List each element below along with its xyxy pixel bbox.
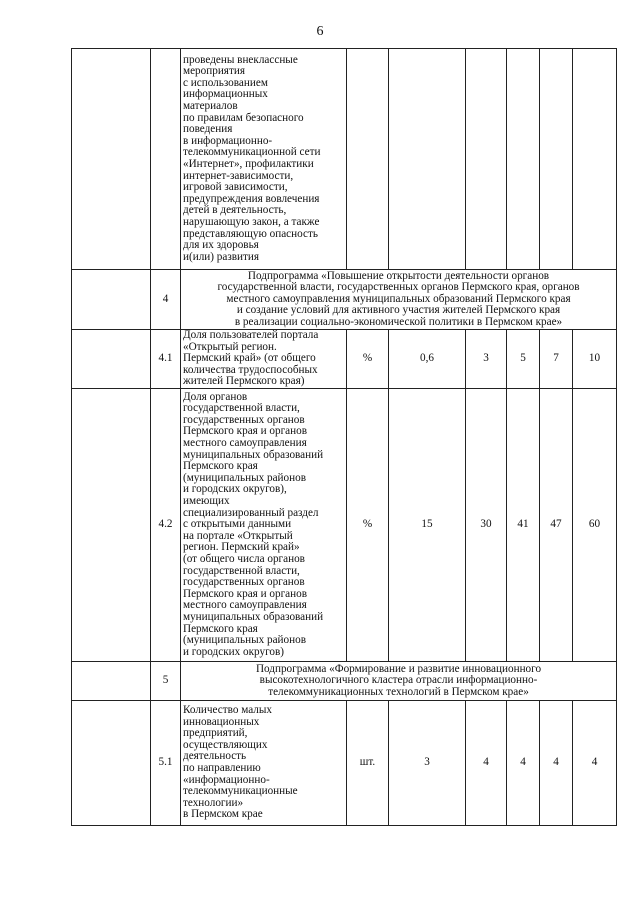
value-cell xyxy=(389,49,466,270)
value-cell: 4 xyxy=(540,701,573,826)
value-cell: 47 xyxy=(540,389,573,662)
text-line: телекоммуникационные xyxy=(183,785,298,798)
text-line: и(или) развития xyxy=(183,250,260,263)
indicator-name xyxy=(181,389,347,662)
text-line: (муниципальных районов xyxy=(183,634,306,647)
empty-cell xyxy=(72,330,151,389)
text-line: на портале «Открытый xyxy=(183,529,293,542)
value-cell: 4 xyxy=(466,701,507,826)
text-line: государственной власти, xyxy=(183,564,300,577)
table-row-continuation xyxy=(72,49,617,270)
row-number: 5 xyxy=(151,662,181,701)
empty-cell xyxy=(72,49,151,270)
text-line: имеющих xyxy=(183,495,230,508)
value-cell: 10 xyxy=(573,330,617,389)
text-line: предприятий, xyxy=(183,727,248,740)
text-line: государственных органов xyxy=(183,576,305,589)
text-line: материалов xyxy=(183,100,238,113)
text-line: предупреждения вовлечения xyxy=(183,192,320,205)
text-line: Количество малых xyxy=(183,704,273,717)
indicator-name xyxy=(181,330,347,389)
text-line: для их здоровья xyxy=(183,239,259,252)
text-line: с использованием xyxy=(183,76,268,89)
text-line: государственной власти, государственных органов Пермского края, органов xyxy=(217,281,580,294)
text-line: специализированный раздел xyxy=(183,506,319,519)
text-line: и городских округов) xyxy=(183,645,285,658)
text-line: государственной власти, xyxy=(183,402,300,415)
subprogram-row xyxy=(72,662,617,701)
value-cell xyxy=(507,49,540,270)
text-line: в реализации социально-экономической политики в Пермском крае» xyxy=(234,315,563,328)
text-line: деятельность xyxy=(183,750,247,763)
text-line: в информационно- xyxy=(183,134,273,147)
value-cell: 3 xyxy=(389,701,466,826)
unit-cell: % xyxy=(347,330,389,389)
text-line: с открытыми данными xyxy=(183,518,292,531)
text-line: жителей Пермского края) xyxy=(183,375,305,388)
empty-cell xyxy=(72,662,151,701)
text-line: муниципальных образований xyxy=(183,610,324,623)
text-line: по направлению xyxy=(183,762,261,774)
text-line: (от общего числа органов xyxy=(183,552,305,565)
text-line: Подпрограмма «Повышение открытости деятельности органов xyxy=(247,269,550,282)
value-cell: 4 xyxy=(507,701,540,826)
value-cell: 3 xyxy=(466,330,507,389)
row-number: 4.1 xyxy=(151,330,181,389)
text-line: осуществляющих xyxy=(183,738,268,751)
text-line: (муниципальных районов xyxy=(183,471,306,484)
text-line: местного самоуправления xyxy=(183,599,307,612)
text-line: информационных xyxy=(183,88,268,101)
text-line: Пермского края и органов xyxy=(183,425,308,438)
table-row xyxy=(72,701,617,826)
text-line: регион. Пермский край» xyxy=(183,541,300,554)
text-line: нарушающую закон, а также xyxy=(183,215,320,228)
text-line: Пермского края xyxy=(183,460,258,473)
text-line: государственных органов xyxy=(183,413,305,426)
text-line: количества трудоспособных xyxy=(183,363,318,376)
unit-cell xyxy=(347,49,389,270)
text-line: в Пермском крае xyxy=(183,808,263,821)
text-line: мероприятия xyxy=(183,65,245,78)
text-line: местного самоуправления муниципальных образований Пермского края xyxy=(226,292,571,305)
text-line: детей в деятельность, xyxy=(183,204,287,217)
text-line: «информационно- xyxy=(183,773,270,786)
value-cell xyxy=(573,49,617,270)
table-row xyxy=(72,330,617,389)
text-line: поведения xyxy=(183,123,233,136)
text-line: телекоммуникационных технологий в Пермском крае» xyxy=(268,685,529,698)
value-cell: 41 xyxy=(507,389,540,662)
empty-cell xyxy=(72,701,151,826)
unit-cell: шт. xyxy=(347,701,389,826)
subprogram-title xyxy=(181,662,617,701)
text-line: Доля органов xyxy=(183,390,248,403)
value-cell: 30 xyxy=(466,389,507,662)
value-cell: 15 xyxy=(389,389,466,662)
text-line: и городских округов), xyxy=(183,483,287,496)
unit-cell: % xyxy=(347,389,389,662)
text-line: представляющую опасность xyxy=(183,227,318,240)
value-cell: 60 xyxy=(573,389,617,662)
subprogram-title xyxy=(181,270,617,330)
text-line: муниципальных образований xyxy=(183,448,324,461)
value-cell xyxy=(466,49,507,270)
table-row xyxy=(72,389,617,662)
text-line: игровой зависимости, xyxy=(183,181,288,194)
text-line: интернет-зависимости, xyxy=(183,169,294,182)
text-line: и создание условий для активного участия жителей Пермского края xyxy=(236,304,561,317)
row-number: 4 xyxy=(151,270,181,330)
subprogram-row xyxy=(72,270,617,330)
text-line: инновационных xyxy=(183,715,260,728)
value-cell xyxy=(540,49,573,270)
text-line: «Открытый регион. xyxy=(183,340,277,353)
text-line: местного самоуправления xyxy=(183,437,307,450)
text-line: Пермский край» (от общего xyxy=(183,352,316,365)
text-line: технологии» xyxy=(183,796,244,809)
row-number: 4.2 xyxy=(151,389,181,662)
text-line: Подпрограмма «Формирование и развитие инновационного xyxy=(255,662,542,675)
text-line: проведены внеклассные xyxy=(183,53,298,66)
value-cell: 7 xyxy=(540,330,573,389)
row-number: 5.1 xyxy=(151,701,181,826)
text-line: телекоммуникационной сети xyxy=(183,146,321,159)
text-line: по правилам безопасного xyxy=(183,111,304,124)
text-line: Пермского края и органов xyxy=(183,587,308,600)
indicators-table xyxy=(71,48,617,826)
page-number: 6 xyxy=(316,24,324,39)
empty-cell xyxy=(72,270,151,330)
value-cell: 0,6 xyxy=(389,330,466,389)
value-cell: 5 xyxy=(507,330,540,389)
indicator-name xyxy=(181,49,347,270)
empty-cell xyxy=(72,389,151,662)
value-cell: 4 xyxy=(573,701,617,826)
text-line: «Интернет», профилактики xyxy=(183,158,314,170)
row-number xyxy=(151,49,181,270)
text-line: высокотехнологичного кластера отрасли информационно- xyxy=(259,674,538,687)
text-line: Доля пользователей портала xyxy=(183,329,319,342)
text-line: Пермского края xyxy=(183,622,258,635)
indicator-name xyxy=(181,701,347,826)
